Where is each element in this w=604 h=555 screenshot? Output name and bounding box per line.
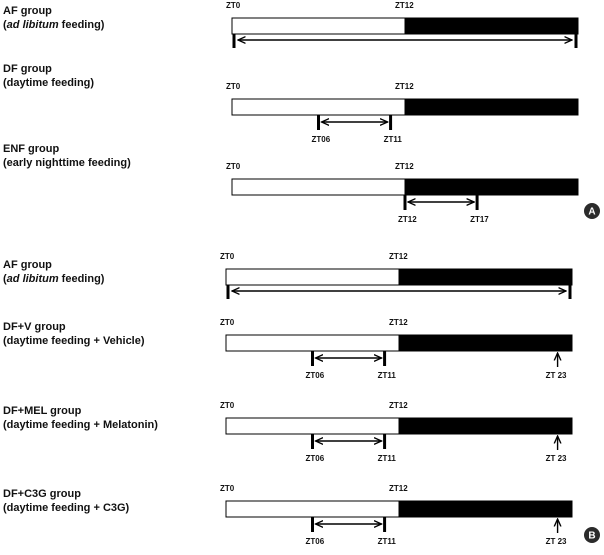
dark-phase-bar — [399, 269, 572, 285]
feeding-start-label: ZT06 — [305, 537, 325, 546]
zt12-label: ZT12 — [389, 401, 408, 410]
group-description: (daytime feeding + Vehicle) — [3, 335, 145, 347]
zt12-label: ZT12 — [395, 82, 414, 91]
group-description: (early nighttime feeding) — [3, 157, 131, 169]
dark-phase-bar — [405, 18, 578, 34]
zt0-label: ZT0 — [226, 1, 241, 10]
zt12-label: ZT12 — [389, 484, 408, 493]
dark-phase-bar — [399, 501, 572, 517]
zt0-label: ZT0 — [226, 82, 241, 91]
light-phase-bar — [226, 335, 399, 351]
feeding-end-label: ZT11 — [377, 537, 396, 546]
sampling-label: ZT 23 — [545, 537, 567, 546]
dark-phase-bar — [399, 418, 572, 434]
group-name: AF group — [3, 259, 52, 271]
light-phase-bar — [226, 269, 399, 285]
zt12-label: ZT12 — [395, 1, 414, 10]
group-name: DF+MEL group — [3, 405, 82, 417]
group-name: AF group — [3, 5, 52, 17]
feeding-start-label: ZT06 — [305, 454, 325, 463]
light-phase-bar — [232, 179, 405, 195]
zt12-label: ZT12 — [389, 252, 408, 261]
feeding-start-label: ZT12 — [398, 215, 417, 224]
dark-phase-bar — [405, 99, 578, 115]
feeding-start-label: ZT06 — [311, 135, 331, 144]
group-name: DF+C3G group — [3, 488, 81, 500]
light-phase-bar — [226, 418, 399, 434]
dark-phase-bar — [399, 335, 572, 351]
zt12-label: ZT12 — [395, 162, 414, 171]
group-name: DF group — [3, 63, 52, 75]
light-phase-bar — [226, 501, 399, 517]
group-description: (ad libitum feeding) — [3, 19, 105, 31]
sampling-label: ZT 23 — [545, 454, 567, 463]
group-name: ENF group — [3, 143, 60, 155]
group-description: (daytime feeding + C3G) — [3, 502, 130, 514]
zt0-label: ZT0 — [226, 162, 241, 171]
zt0-label: ZT0 — [220, 401, 235, 410]
feeding-start-label: ZT06 — [305, 371, 325, 380]
dark-phase-bar — [405, 179, 578, 195]
zt0-label: ZT0 — [220, 318, 235, 327]
feeding-end-label: ZT17 — [470, 215, 489, 224]
group-description: (ad libitum feeding) — [3, 273, 105, 285]
zt0-label: ZT0 — [220, 484, 235, 493]
panel-badge-label: B — [588, 530, 596, 542]
group-description: (daytime feeding) — [3, 77, 95, 89]
feeding-end-label: ZT11 — [377, 371, 396, 380]
feeding-end-label: ZT11 — [383, 135, 402, 144]
group-description: (daytime feeding + Melatonin) — [3, 419, 158, 431]
zt12-label: ZT12 — [389, 318, 408, 327]
light-phase-bar — [232, 18, 405, 34]
feeding-end-label: ZT11 — [377, 454, 396, 463]
group-name: DF+V group — [3, 321, 66, 333]
zt0-label: ZT0 — [220, 252, 235, 261]
panel-badge-label: A — [588, 206, 596, 218]
sampling-label: ZT 23 — [545, 371, 567, 380]
light-phase-bar — [232, 99, 405, 115]
